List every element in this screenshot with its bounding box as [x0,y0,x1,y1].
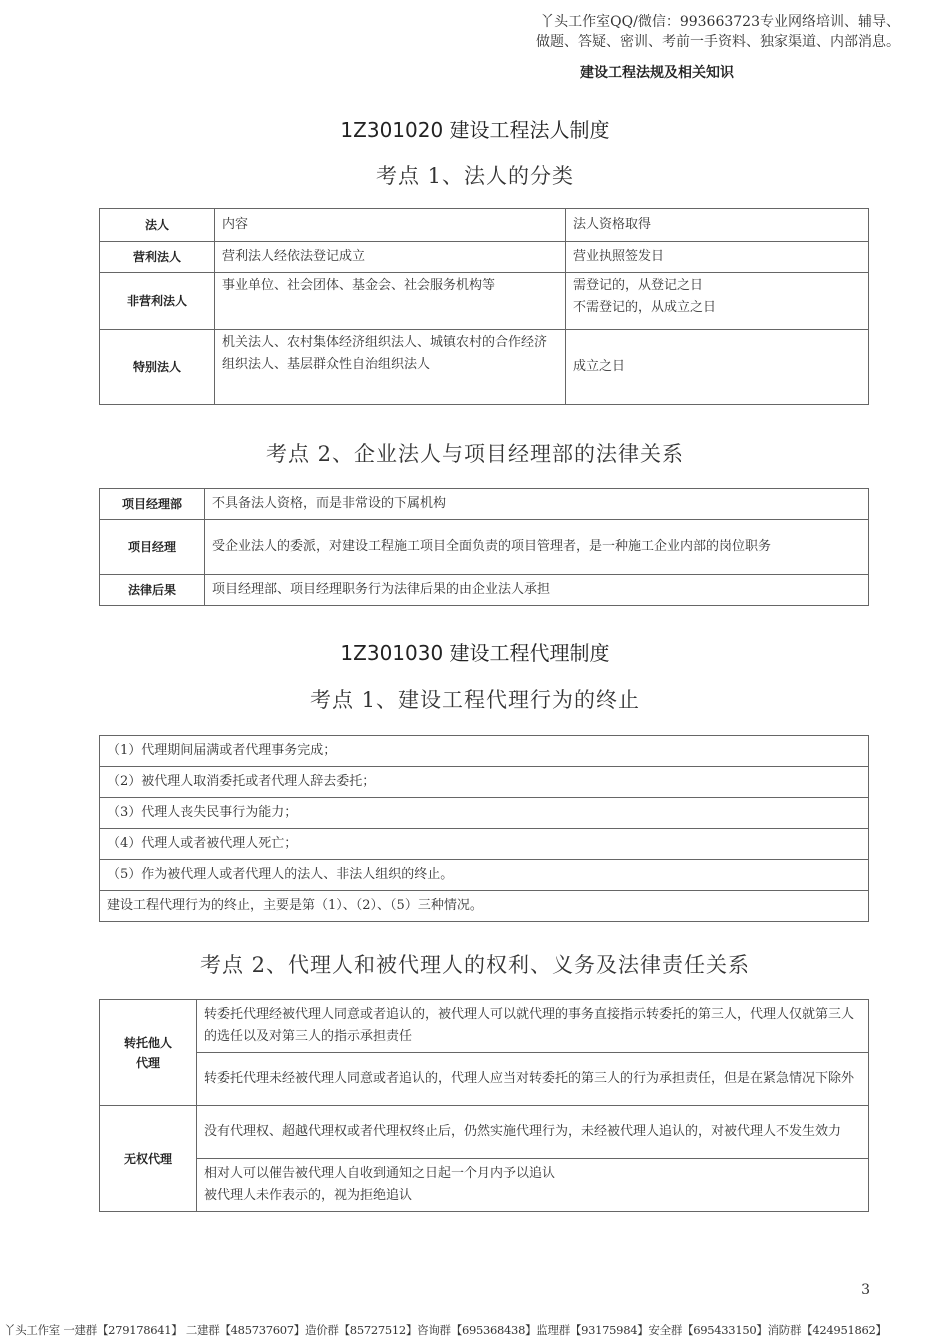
row-label: 项目经理 [100,520,205,575]
row-content: 营利法人经依法登记成立 [215,242,566,273]
point-title-agency-termination: 考点 1、建设工程代理行为的终止 [309,688,641,712]
content-line: 被代理人未作表示的，视为拒绝追认 [204,1188,413,1203]
row-label: 特别法人 [100,330,215,405]
list-item: （2）被代理人取消委托或者代理人辞去委托； [100,767,869,798]
agency-termination-table [99,735,869,922]
table-row [100,1053,869,1106]
list-item: （4）代理人或者被代理人死亡； [100,829,869,860]
footer-groups: 丫头工作室 一建群【279178641】 二建群【485737607】造价群【85727512】咨询群【695368438】监理群【93175984】安全群【695433150】消防群【424951862】 [4,1323,887,1337]
table-row [100,489,869,520]
point-title-agency-rights: 考点 2、代理人和被代理人的权利、义务及法律责任关系 [199,953,751,977]
row-label: 法律后果 [100,575,205,606]
project-manager-table [99,488,869,606]
list-item: （5）作为被代理人或者代理人的法人、非法人组织的终止。 [100,860,869,891]
table-row [100,798,869,829]
row-content: 转委托代理未经被代理人同意或者追认的，代理人应当对转委托的第三人的行为承担责任，但是在紧急情况下除外 [197,1053,869,1106]
header-contact-line2: 做题、答疑、密训、考前一手资料、独家渠道、内部消息。 [536,34,900,50]
row-content: 不具备法人资格，而是非常设的下属机构 [205,489,869,520]
row-content [197,1159,869,1212]
row-content: 没有代理权、超越代理权或者代理权终止后，仍然实施代理行为，未经被代理人追认的，对被代理人不发生效力 [197,1106,869,1159]
table-row [100,575,869,606]
row-content: 机关法人、农村集体经济组织法人、城镇农村的合作经济组织法人、基层群众性自治组织法人 [215,330,566,405]
point-title-legal-person-types: 考点 1、法人的分类 [375,164,575,188]
table-row [100,1000,869,1053]
header-cell: 法人资格取得 [566,209,869,242]
label-line: 代理 [135,1055,160,1070]
row-label-subdelegation [100,1000,197,1106]
table-row [100,767,869,798]
row-content: 项目经理部、项目经理职务行为法律后果的由企业法人承担 [205,575,869,606]
point-title-project-manager: 考点 2、企业法人与项目经理部的法律关系 [265,442,685,466]
table-row [100,1159,869,1212]
table-row [100,273,869,330]
table-row [100,829,869,860]
header-cell: 法人 [100,209,215,242]
table-row [100,860,869,891]
summary-item: 建设工程代理行为的终止，主要是第（1）、（2）、（5）三种情况。 [100,891,869,922]
table-row [100,242,869,273]
acquire-line: 需登记的，从登记之日 [573,278,704,293]
label-line: 转托他人 [123,1035,172,1050]
row-content: 转委托代理经被代理人同意或者追认的，被代理人可以就代理的事务直接指示转委托的第三人，代理人仅就第三人的选任以及对第三人的指示承担责任 [197,1000,869,1053]
table-row [100,330,869,405]
row-acquire [566,273,869,330]
header-cell: 内容 [215,209,566,242]
row-acquire: 成立之日 [566,330,869,405]
list-item: （3）代理人丧失民事行为能力； [100,798,869,829]
content-line: 相对人可以催告被代理人自收到通知之日起一个月内予以追认 [204,1166,556,1181]
header-contact-line1: 丫头工作室QQ/微信：993663723专业网络培训、辅导、 [540,14,900,30]
table-row [100,891,869,922]
table-row [100,736,869,767]
section-title-legal-person: 1Z301020 建设工程法人制度 [340,118,610,142]
table-row [100,1106,869,1159]
header-subject: 建设工程法规及相关知识 [580,65,734,81]
row-label: 营利法人 [100,242,215,273]
row-content: 受企业法人的委派，对建设工程施工项目全面负责的项目管理者，是一种施工企业内部的岗位职务 [205,520,869,575]
section-title-agency: 1Z301030 建设工程代理制度 [340,641,610,665]
table-row [100,520,869,575]
page-number: 3 [861,1282,870,1298]
row-label: 非营利法人 [100,273,215,330]
table-header-row [100,209,869,242]
row-content: 事业单位、社会团体、基金会、社会服务机构等 [215,273,566,330]
list-item: （1）代理期间届满或者代理事务完成； [100,736,869,767]
row-label-unauthorized: 无权代理 [100,1106,197,1212]
legal-person-types-table [99,208,869,405]
agency-rights-table [99,999,869,1212]
row-acquire: 营业执照签发日 [566,242,869,273]
row-label: 项目经理部 [100,489,205,520]
acquire-line: 不需登记的，从成立之日 [573,300,717,315]
